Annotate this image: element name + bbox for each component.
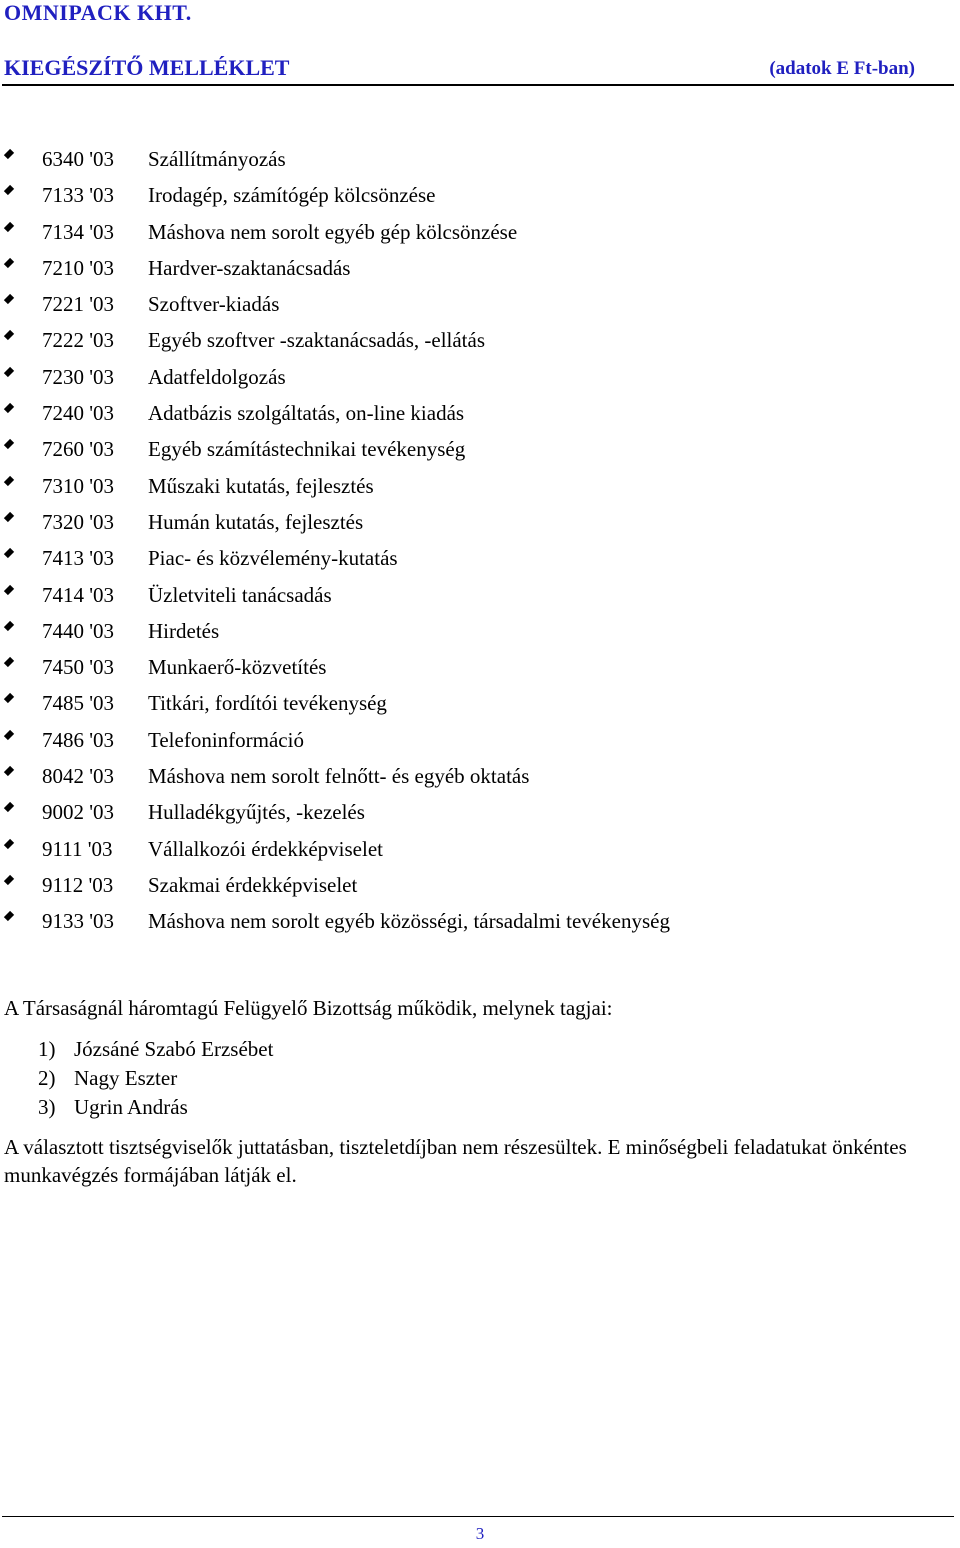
activity-description: Szoftver-kiadás	[148, 292, 280, 317]
activity-code: 9133 '03	[42, 909, 115, 934]
activity-description: Irodagép, számítógép kölcsönzése	[148, 183, 436, 208]
activity-description: Vállalkozói érdekképviselet	[148, 836, 383, 861]
diamond-bullet-icon	[4, 802, 14, 812]
activity-description: Titkári, fordítói tevékenység	[148, 691, 387, 716]
document-title: KIEGÉSZÍTŐ MELLÉKLET	[4, 55, 290, 80]
activity-description: Hirdetés	[148, 618, 220, 643]
activity-code: 9112 '03	[42, 872, 114, 897]
activity-code: 7450 '03	[42, 655, 115, 680]
activity-code: 7230 '03	[42, 364, 115, 389]
activity-code: 7414 '03	[42, 582, 115, 607]
activity-description: Munkaerő-közvetítés	[148, 655, 327, 680]
activity-description: Máshova nem sorolt felnőtt- és egyéb oktatás	[148, 764, 530, 789]
activity-code: 7310 '03	[42, 473, 115, 498]
header-divider	[2, 84, 954, 86]
diamond-bullet-icon	[4, 149, 14, 159]
activity-code: 7485 '03	[42, 691, 115, 716]
unit-note: (adatok E Ft-ban)	[769, 58, 915, 79]
diamond-bullet-icon	[4, 367, 14, 377]
diamond-bullet-icon	[4, 185, 14, 195]
diamond-bullet-icon	[4, 911, 14, 921]
activity-description: Máshova nem sorolt egyéb közösségi, társadalmi tevékenység	[148, 909, 670, 934]
activity-code: 9111 '03	[42, 836, 113, 861]
diamond-bullet-icon	[4, 476, 14, 486]
diamond-bullet-icon	[4, 584, 14, 594]
member-number: 2)	[38, 1066, 56, 1090]
board-member-item	[38, 1064, 273, 1093]
activity-description: Üzletviteli tanácsadás	[148, 582, 332, 607]
activity-description: Telefoninformáció	[148, 727, 304, 752]
member-name: Ugrin András	[74, 1095, 188, 1119]
diamond-bullet-icon	[4, 875, 14, 885]
activity-description: Egyéb számítástechnikai tevékenység	[148, 437, 466, 462]
closing-paragraph: A választott tisztségviselők juttatásban, tiszteletdíjban nem részesültek. E minőségbeli feladatukat önkéntes munkavégzés formájában látják el.	[4, 1135, 907, 1187]
activity-description: Szakmai érdekképviselet	[148, 872, 358, 897]
activity-code: 7320 '03	[42, 509, 115, 534]
activity-description: Adatfeldolgozás	[148, 364, 286, 389]
activity-code: 6340 '03	[42, 147, 115, 171]
company-name: OMNIPACK KHT.	[4, 0, 192, 25]
board-member-item	[38, 1093, 273, 1122]
diamond-bullet-icon	[4, 730, 14, 740]
activity-code: 7440 '03	[42, 618, 115, 643]
diamond-bullet-icon	[4, 258, 14, 268]
activity-description: Hulladékgyűjtés, -kezelés	[148, 800, 365, 825]
activity-code: 7222 '03	[42, 328, 115, 353]
activity-code: 8042 '03	[42, 764, 115, 789]
activity-description: Piac- és közvélemény-kutatás	[148, 546, 398, 571]
board-intro-paragraph: A Társaságnál háromtagú Felügyelő Bizottság működik, melynek tagjai:	[4, 996, 613, 1020]
activity-description: Máshova nem sorolt egyéb gép kölcsönzése	[148, 219, 518, 244]
activity-description: Humán kutatás, fejlesztés	[148, 509, 364, 534]
diamond-bullet-icon	[4, 838, 14, 848]
diamond-bullet-icon	[4, 330, 14, 340]
diamond-bullet-icon	[4, 221, 14, 231]
activity-code: 7221 '03	[42, 292, 115, 317]
activity-description: Műszaki kutatás, fejlesztés	[148, 473, 374, 498]
activity-code: 7133 '03	[42, 183, 115, 208]
member-number: 3)	[38, 1095, 56, 1119]
activity-code: 7134 '03	[42, 219, 115, 244]
diamond-bullet-icon	[4, 439, 14, 449]
activity-code: 7260 '03	[42, 437, 115, 462]
activity-code: 7413 '03	[42, 546, 115, 571]
diamond-bullet-icon	[4, 512, 14, 522]
activity-code: 9002 '03	[42, 800, 115, 825]
activity-code: 7486 '03	[42, 727, 115, 752]
board-member-list	[38, 1035, 273, 1122]
diamond-bullet-icon	[4, 403, 14, 413]
activity-description: Adatbázis szolgáltatás, on-line kiadás	[148, 401, 465, 426]
activity-description: Szállítmányozás	[148, 147, 286, 171]
activity-description: Egyéb szoftver -szaktanácsadás, -ellátás	[148, 328, 486, 353]
diamond-bullet-icon	[4, 657, 14, 667]
diamond-bullet-icon	[4, 693, 14, 703]
diamond-bullet-icon	[4, 294, 14, 304]
page-number: 3	[475, 1524, 485, 1543]
board-member-item	[38, 1035, 273, 1064]
footer-divider	[2, 1516, 954, 1517]
member-number: 1)	[38, 1037, 56, 1061]
diamond-bullet-icon	[4, 766, 14, 776]
member-name: Nagy Eszter	[74, 1066, 178, 1090]
diamond-bullet-icon	[4, 548, 14, 558]
member-name: Józsáné Szabó Erzsébet	[74, 1037, 274, 1061]
activity-description: Hardver-szaktanácsadás	[148, 255, 351, 280]
activity-code: 7210 '03	[42, 255, 115, 280]
activity-code: 7240 '03	[42, 401, 115, 426]
diamond-bullet-icon	[4, 621, 14, 631]
